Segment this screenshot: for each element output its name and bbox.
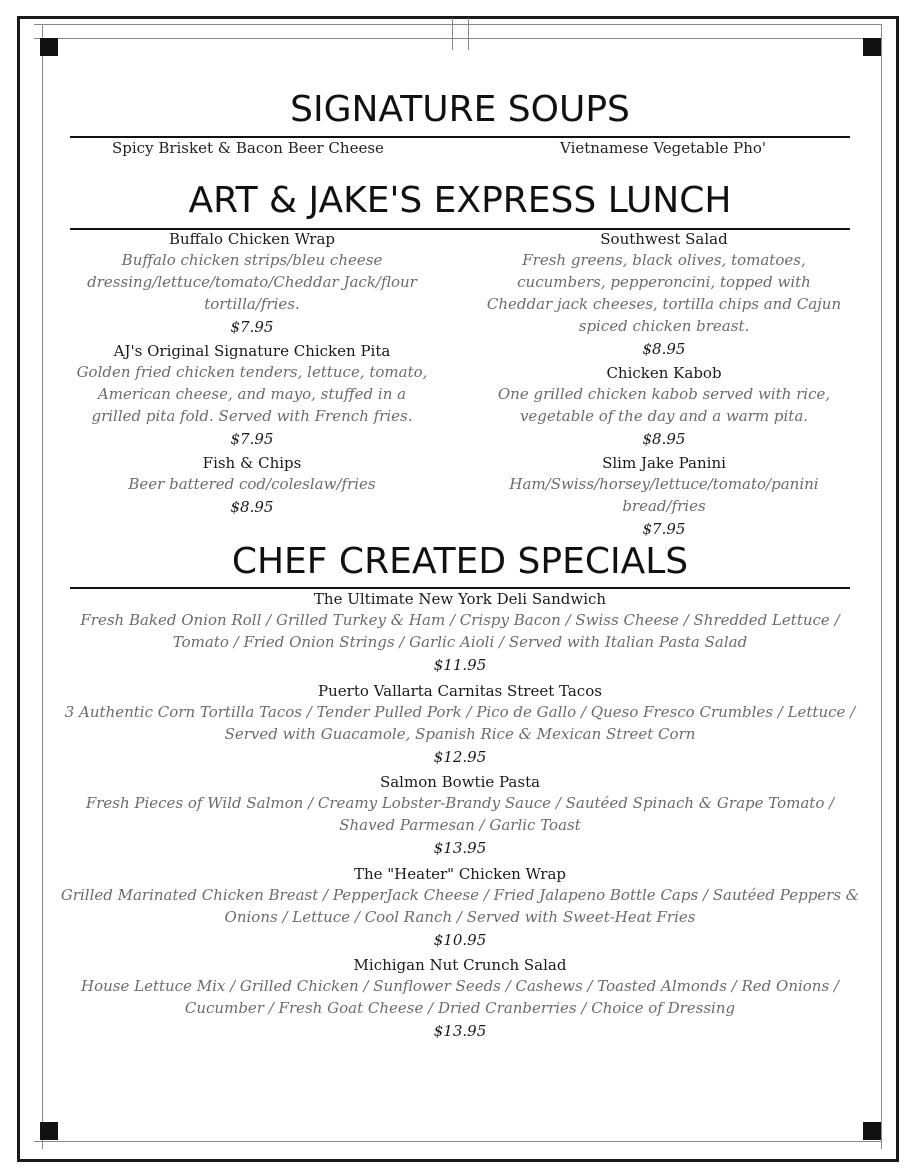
express-title: ART & JAKE'S EXPRESS LUNCH <box>188 180 732 221</box>
item-price: $12.95 <box>433 748 487 766</box>
corner-top-right <box>863 38 881 56</box>
item-name: The "Heater" Chicken Wrap <box>353 865 567 883</box>
item-description: Fresh Pieces of Wild Salmon / Creamy Lobster-Brandy Sauce / Sautéed Spinach & Grape Tomato / Shaved Parmesan / Garlic Toast <box>85 794 835 834</box>
corner-bottom-left <box>40 1122 58 1140</box>
top-center-mark-left <box>452 18 453 50</box>
item-price: $10.95 <box>433 931 487 949</box>
soups-rule <box>70 136 850 138</box>
item-description: Beer battered cod/coleslaw/fries <box>128 475 376 493</box>
item-description: One grilled chicken kabob served with rice, vegetable of the day and a warm pita. <box>497 385 831 425</box>
item-name: AJ's Original Signature Chicken Pita <box>113 342 391 360</box>
menu-item <box>72 341 432 450</box>
special-item <box>60 864 860 951</box>
item-price: $8.95 <box>642 430 686 448</box>
item-name: Southwest Salad <box>600 230 728 248</box>
special-item <box>60 589 860 676</box>
top-inner-rule <box>34 24 882 25</box>
item-name: Fish & Chips <box>202 454 302 472</box>
specials-title: CHEF CREATED SPECIALS <box>231 541 689 582</box>
item-name: Michigan Nut Crunch Salad <box>353 956 567 974</box>
top-inner-rule-2 <box>34 38 882 39</box>
soup-item-2: Vietnamese Vegetable Pho' <box>560 139 767 157</box>
special-item <box>60 772 860 859</box>
item-price: $7.95 <box>230 430 274 448</box>
menu-item <box>72 453 432 518</box>
menu-item <box>484 229 844 360</box>
item-price: $13.95 <box>433 839 487 857</box>
item-name: Salmon Bowtie Pasta <box>379 773 541 791</box>
soups-title: SIGNATURE SOUPS <box>290 89 630 130</box>
item-price: $7.95 <box>230 318 274 336</box>
item-description: Ham/Swiss/horsey/lettuce/tomato/panini bread/fries <box>509 475 819 515</box>
menu-item <box>484 363 844 450</box>
item-name: The Ultimate New York Deli Sandwich <box>313 590 607 608</box>
item-description: Fresh greens, black olives, tomatoes, cucumbers, pepperoncini, topped with Cheddar jack cheeses, tortilla chips and Cajun spiced chicken breast. <box>486 251 842 335</box>
top-center-mark-right <box>468 18 469 50</box>
item-name: Buffalo Chicken Wrap <box>168 230 336 248</box>
item-price: $8.95 <box>642 340 686 358</box>
item-price: $8.95 <box>230 498 274 516</box>
item-price: $7.95 <box>642 520 686 538</box>
item-description: Golden fried chicken tenders, lettuce, tomato, American cheese, and mayo, stuffed in a grilled pita fold. Served with French fries. <box>76 363 428 425</box>
menu-item <box>72 229 432 338</box>
item-name: Chicken Kabob <box>606 364 722 382</box>
soup-item-1: Spicy Brisket & Bacon Beer Cheese <box>112 139 384 157</box>
item-description: 3 Authentic Corn Tortilla Tacos / Tender Pulled Pork / Pico de Gallo / Queso Fresco Crumbles / Lettuce / Served with Guacamole, Spanish Rice & Mexican Street Corn <box>64 703 856 743</box>
item-description: House Lettuce Mix / Grilled Chicken / Sunflower Seeds / Cashews / Toasted Almonds / Red Onions / Cucumber / Fresh Goat Cheese / Dried Cranberries / Choice of Dressing <box>81 977 839 1017</box>
item-description: Fresh Baked Onion Roll / Grilled Turkey & Ham / Crispy Bacon / Swiss Cheese / Shredded Lettuce / Tomato / Fried Onion Strings / Garlic Aioli / Served with Italian Pasta Salad <box>80 611 840 651</box>
bottom-inner-rule <box>34 1141 882 1142</box>
item-price: $13.95 <box>433 1022 487 1040</box>
corner-bottom-right <box>863 1122 881 1140</box>
express-right-column <box>484 229 844 543</box>
corner-top-left <box>40 38 58 56</box>
item-description: Grilled Marinated Chicken Breast / PepperJack Cheese / Fried Jalapeno Bottle Caps / Sautéed Peppers & Onions / Lettuce / Cool Ranch / Served with Sweet-Heat Fries <box>60 886 860 926</box>
item-price: $11.95 <box>433 656 487 674</box>
left-inner-rule <box>42 24 43 1149</box>
special-item <box>60 955 860 1042</box>
menu-item <box>484 453 844 540</box>
right-inner-rule <box>881 24 882 1149</box>
item-name: Slim Jake Panini <box>602 454 726 472</box>
item-description: Buffalo chicken strips/bleu cheese dressing/lettuce/tomato/Cheddar Jack/flour tortilla/fries. <box>87 251 417 313</box>
special-item <box>60 681 860 768</box>
express-left-column <box>72 229 432 521</box>
item-name: Puerto Vallarta Carnitas Street Tacos <box>318 682 602 700</box>
